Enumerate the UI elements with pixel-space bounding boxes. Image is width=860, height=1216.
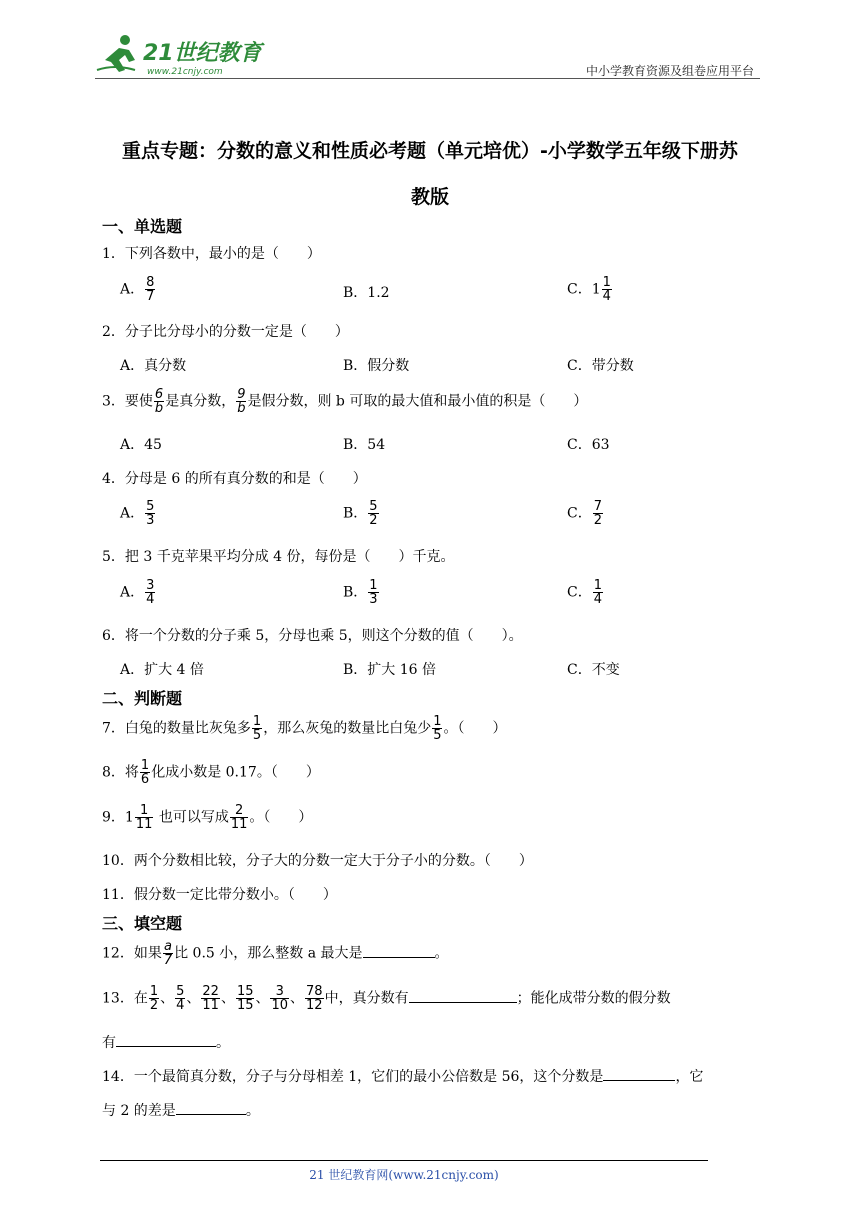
question-11: 11．假分数一定比带分数小。（ ） <box>102 887 337 903</box>
fraction: $\frac{1}{4}$ <box>602 275 611 304</box>
fraction: $\frac{15}{15}$ <box>236 984 254 1013</box>
q4-option-c: C． $\frac{7}{2}$ <box>567 499 602 528</box>
fraction: $\frac{1}{6}$ <box>140 758 150 787</box>
answer-blank[interactable] <box>176 1100 246 1115</box>
fraction: $\frac{a}{7}$ <box>163 939 173 968</box>
question-8: 8．将 $\frac{1}{6}$ 化成小数是 0.17。（ ） <box>102 758 320 787</box>
q4-option-b: B． $\frac{5}{2}$ <box>343 499 378 528</box>
question-13: 13．在 $\frac{1}{2}$ 、 $\frac{5}{4}$ 、 $\frac{22}{11}$ 、 $\frac{15}{15}$ 、 $\frac{3}{10}$ 、 $\frac{78}{12}$ 中，真分数有 ；能化成带分数的假分数 <box>102 984 671 1013</box>
q1-option-a: A． $\frac{8}{7}$ <box>120 275 155 304</box>
question-1: 1．下列各数中，最小的是（ ） <box>102 246 321 262</box>
fraction: $\frac{1}{11}$ <box>135 803 153 832</box>
question-14: 14．一个最简真分数，分子与分母相差 1，它们的最小公倍数是 56，这个分数是 ，它 <box>102 1066 703 1086</box>
q2-option-a: A．真分数 <box>120 358 187 374</box>
section-fill-blank: 三、填空题 <box>102 914 183 933</box>
logo-url: www.21cnjy.com <box>147 67 223 77</box>
logo-text: 21世纪教育 <box>143 41 262 66</box>
fraction: $\frac{5}{2}$ <box>369 499 378 528</box>
page-header <box>95 30 760 80</box>
q5-option-a: A． $\frac{3}{4}$ <box>120 578 155 607</box>
q1-option-c: C．1 $\frac{1}{4}$ <box>567 275 611 304</box>
fraction: $\frac{7}{2}$ <box>593 499 602 528</box>
fraction: $\frac{5}{3}$ <box>146 499 155 528</box>
fraction: $\frac{3}{4}$ <box>146 578 155 607</box>
question-4: 4．分母是 6 的所有真分数的和是（ ） <box>102 471 367 487</box>
fraction: $\frac{22}{11}$ <box>202 984 219 1013</box>
q5-option-b: B． $\frac{1}{3}$ <box>343 578 378 607</box>
fraction: $\frac{2}{11}$ <box>230 803 248 832</box>
fraction: $\frac{9}{b}$ <box>237 387 246 416</box>
q6-option-b: B．扩大 16 倍 <box>343 662 437 678</box>
answer-blank[interactable] <box>116 1032 216 1047</box>
q2-option-c: C．带分数 <box>567 358 634 374</box>
answer-blank[interactable] <box>409 988 517 1003</box>
footer-divider <box>100 1160 708 1161</box>
q3-option-a: A．45 <box>120 437 162 453</box>
q4-option-a: A． $\frac{5}{3}$ <box>120 499 155 528</box>
question-9: 9．1 $\frac{1}{11}$ 也可以写成 $\frac{2}{11}$ 。（ ） <box>102 803 313 832</box>
title-line-1: 重点专题：分数的意义和性质必考题（单元培优）-小学数学五年级下册苏 <box>122 140 738 162</box>
question-14-line-2: 与 2 的差是 。 <box>102 1100 260 1120</box>
question-7: 7．白兔的数量比灰兔多 $\frac{1}{5}$ ，那么灰兔的数量比白兔少 $\frac{1}{5}$ 。（ ） <box>102 714 507 743</box>
answer-blank[interactable] <box>603 1066 675 1081</box>
fraction: $\frac{1}{3}$ <box>369 578 378 607</box>
question-10: 10．两个分数相比较，分子大的分数一定大于分子小的分数。（ ） <box>102 853 533 869</box>
footer-link[interactable]: 21 世纪教育网(www.21cnjy.com) <box>309 1168 499 1182</box>
title-line-2: 教版 <box>410 186 449 208</box>
logo-runner-icon <box>95 30 275 78</box>
fraction: $\frac{5}{4}$ <box>176 984 185 1013</box>
page-title <box>95 128 765 220</box>
header-platform-text: 中小学教育资源及组卷应用平台 <box>585 64 754 78</box>
q5-option-c: C． $\frac{1}{4}$ <box>567 578 602 607</box>
question-2: 2．分子比分母小的分数一定是（ ） <box>102 324 349 340</box>
fraction: $\frac{8}{7}$ <box>146 275 155 304</box>
fraction: $\frac{6}{b}$ <box>154 387 164 416</box>
q6-option-c: C．不变 <box>567 662 620 678</box>
q3-option-c: C．63 <box>567 437 610 453</box>
fraction: $\frac{3}{10}$ <box>271 984 289 1013</box>
fraction: $\frac{78}{12}$ <box>306 984 323 1013</box>
section-single-choice: 一、单选题 <box>102 217 183 236</box>
fraction: $\frac{1}{5}$ <box>252 714 262 743</box>
q6-option-a: A．扩大 4 倍 <box>120 662 204 678</box>
question-6: 6．将一个分数的分子乘 5，分母也乘 5，则这个分数的值（ ）。 <box>102 628 523 644</box>
fraction: $\frac{1}{4}$ <box>593 578 602 607</box>
q1-option-b: B．1.2 <box>343 285 390 301</box>
question-13-line-2: 有 。 <box>102 1032 230 1052</box>
fraction: $\frac{1}{2}$ <box>149 984 159 1013</box>
question-3: 3．要使 $\frac{6}{b}$ 是真分数， $\frac{9}{b}$ 是假分数，则 b 可取的最大值和最小值的积是（ ） <box>102 387 588 416</box>
question-12: 12．如果 $\frac{a}{7}$ 比 0.5 小，那么整数 a 最大是 。 <box>102 939 449 968</box>
section-true-false: 二、判断题 <box>102 689 183 708</box>
q2-option-b: B．假分数 <box>343 358 410 374</box>
question-5: 5．把 3 千克苹果平均分成 4 份，每份是（ ）千克。 <box>102 549 455 565</box>
fraction: $\frac{1}{5}$ <box>433 714 442 743</box>
answer-blank[interactable] <box>363 943 435 958</box>
header-divider <box>95 78 760 79</box>
q3-option-b: B．54 <box>343 437 386 453</box>
